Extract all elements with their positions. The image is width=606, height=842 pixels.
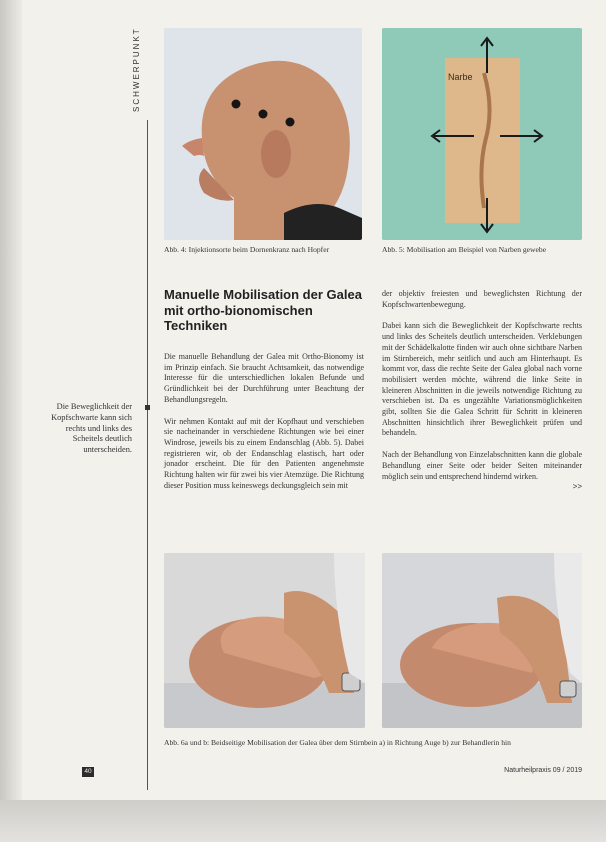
side-quote: Die Beweglichkeit der Kopfschwarte kann sich rechts und links des Scheitels deutlich unterscheiden. [51,402,132,455]
figure-6a-photo [164,553,365,728]
paragraph: Dabei kann sich die Beweglichkeit der Kopfschwarte rechts und links des Scheitels deutlich unterscheiden. Verklebungen mit der Schädelkalotte finden wir auch ohne sichtbare Narben im Stirnbereich, mehr seitlich und auch am Hinterhaupt. Es kommt vor, dass die rechte Seite der Galea global nach vorne mobilisiert werden möchte, während die linke Seite in kleineren Abschnitten in die jeweils notwendige Richtung zu verschieben ist. Da es ungezählte Variationsmöglichkeiten gibt, sollten Sie die Galea Schritt für Schritt in kleineren Abschnitten hinsichtlich ihrer Beweglichkeit prüfen und behandeln. [382,321,582,438]
scar-label: Narbe [448,72,473,82]
journal-footer: Naturheilpraxis 09 / 2019 [504,767,582,774]
article-heading: Manuelle Mobilisation der Galea mit ortho-bionomischen Techniken [164,287,362,333]
figure-5-photo [382,28,582,240]
continue-marker: >> [572,482,582,492]
background-shadow [0,800,606,842]
page-gutter [0,0,22,800]
figure-6b-photo [382,553,582,728]
page-number: 40 [82,767,94,777]
figure-6-caption: Abb. 6a und b: Beidseitige Mobilisation der Galea über dem Stirnbein a) in Richtung Auge b) zur Behandlerin hin [164,738,511,747]
quote-marker [145,405,150,410]
article-column-left [164,352,364,502]
margin-rule [147,120,148,790]
paragraph: Wir nehmen Kontakt auf mit der Kopfhaut und verschieben sie nacheinander in verschiedene Richtungen wie bei einer Windrose, jeweils bis zu einem Endanschlag (Abb. 5). Dabei registrieren wir, ob der Endanschlag elastisch, hart oder jonador erscheint. Die für den Patienten angenehmste Richtung halten wir für zwei bis vier Atemzüge. Die Richtung dieser Position muss keineswegs deckungsgleich sein mit [164,416,364,490]
section-label: SCHWERPUNKT [132,27,141,113]
figure-4-photo [164,28,362,240]
paragraph: der objektiv freiesten und beweglichsten Richtung der Kopfschwartenbewegung. [382,289,582,309]
paragraph: Die manuelle Behandlung der Galea mit Ortho-Bionomy ist im Prinzip einfach. Sie braucht Achtsamkeit, das notwendige Interesse für die unterschiedlichen lokalen Befunde und Gründlichkeit bei der Durchführung unter Beachtung der Behandlungsregeln. [164,352,364,404]
paragraph: Nach der Behandlung von Einzelabschnitten kann die globale Behandlung einer Seite oder beider Seiten miteinander möglich sein und entsprechend hindernd wirken. [382,450,582,481]
figure-4-caption: Abb. 4: Injektionsorte beim Dornenkranz nach Hopfer [164,245,330,254]
article-column-right [382,289,582,493]
figure-5-caption: Abb. 5: Mobilisation am Beispiel von Narben gewebe [382,245,547,254]
